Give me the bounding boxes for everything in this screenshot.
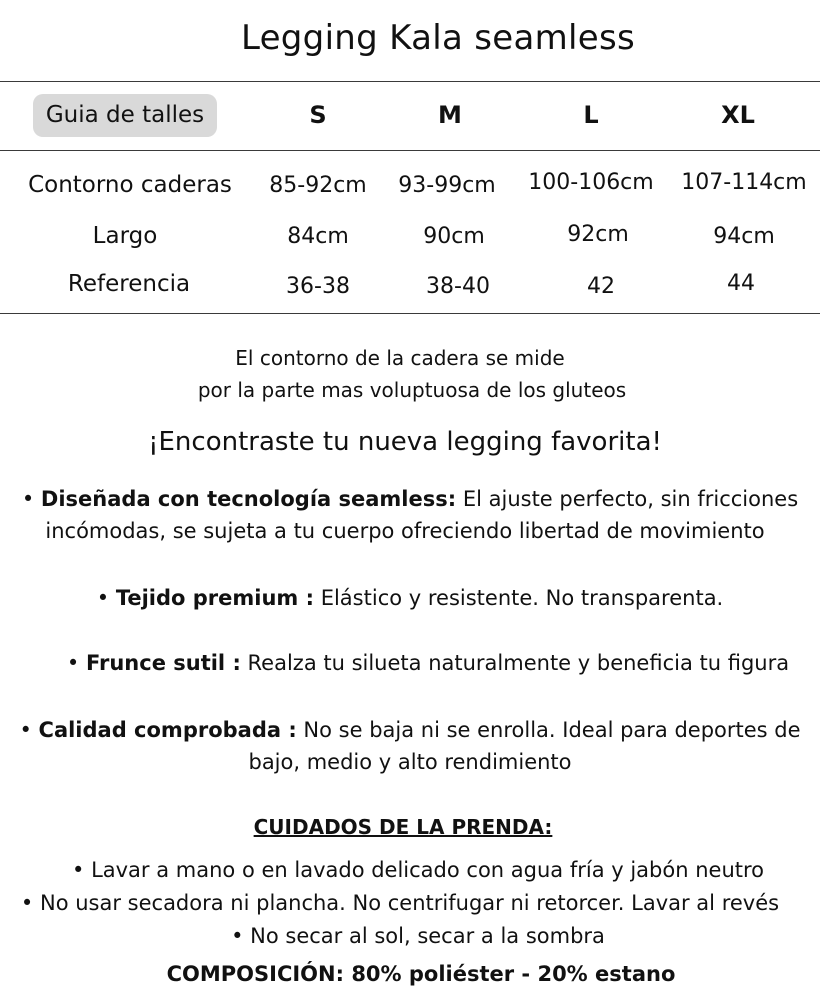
bullet-glyph: • xyxy=(66,651,80,675)
care-item-dryer xyxy=(0,891,810,915)
feature-quality-text: No se baja ni se enrolla. Ideal para deportes de xyxy=(296,718,801,742)
feature-premium-text: Elástico y resistente. No transparenta. xyxy=(314,586,724,610)
bullet-glyph: • xyxy=(71,858,85,882)
feature-premium-title: Tejido premium : xyxy=(115,586,315,610)
size-guide-badge: Guia de talles xyxy=(33,94,217,137)
table-bottom-rule xyxy=(0,313,820,314)
cell-hips-xl: 107-114cm xyxy=(681,170,807,195)
feature-seamless-text: El ajuste perfecto, sin fricciones xyxy=(456,487,799,511)
bullet-glyph: • xyxy=(20,891,34,915)
care-title: CUIDADOS DE LA PRENDA: xyxy=(253,815,553,839)
cell-length-l: 92cm xyxy=(567,222,629,247)
table-top-rule xyxy=(0,81,820,82)
size-header-l: L xyxy=(583,101,599,129)
care-item-sun-text: No secar al sol, secar a la sombra xyxy=(250,924,605,948)
composition: COMPOSICIÓN: 80% poliéster - 20% estano xyxy=(166,962,676,986)
note-line-1: El contorno de la cadera se mide xyxy=(235,346,565,370)
cell-length-xl: 94cm xyxy=(713,224,775,249)
cell-length-s: 84cm xyxy=(287,224,349,249)
feature-frunce xyxy=(18,651,820,675)
size-header-s: S xyxy=(309,101,327,129)
care-item-dryer-text: No usar secadora ni plancha. No centrifugar ni retorcer. Lavar al revés xyxy=(40,891,780,915)
feature-frunce-title: Frunce sutil : xyxy=(85,651,241,675)
table-header-rule xyxy=(0,150,820,151)
feature-quality-text-2: bajo, medio y alto rendimiento xyxy=(248,750,572,774)
cell-ref-l: 42 xyxy=(587,274,615,299)
feature-seamless xyxy=(0,487,820,511)
cell-hips-s: 85-92cm xyxy=(269,173,367,198)
cell-ref-xl: 44 xyxy=(727,271,755,296)
cell-hips-m: 93-99cm xyxy=(398,173,496,198)
feature-frunce-text: Realza tu silueta naturalmente y beneficia tu figura xyxy=(240,651,790,675)
feature-seamless-title: Diseñada con tecnología seamless: xyxy=(40,487,457,511)
note-line-2: por la parte mas voluptuosa de los gluteos xyxy=(197,378,627,402)
headline: ¡Encontraste tu nueva legging favorita! xyxy=(148,427,662,457)
row-label-hips: Contorno caderas xyxy=(28,172,232,198)
page-title: Legging Kala seamless xyxy=(240,18,636,58)
cell-ref-m: 38-40 xyxy=(426,274,490,299)
size-header-xl: XL xyxy=(721,101,755,129)
cell-ref-s: 36-38 xyxy=(286,274,350,299)
feature-seamless-text-2: incómodas, se sujeta a tu cuerpo ofreciendo libertad de movimiento xyxy=(45,519,765,543)
bullet-glyph: • xyxy=(231,924,244,948)
row-label-length: Largo xyxy=(92,223,158,249)
cell-length-m: 90cm xyxy=(423,224,485,249)
bullet-glyph: • xyxy=(96,586,110,610)
feature-quality-title: Calidad comprobada : xyxy=(38,718,297,742)
care-item-wash xyxy=(8,858,820,882)
bullet-glyph: • xyxy=(19,718,32,742)
care-item-sun xyxy=(8,924,820,948)
row-label-reference: Referencia xyxy=(67,271,191,297)
feature-quality xyxy=(0,718,820,742)
feature-premium xyxy=(0,586,820,610)
bullet-glyph: • xyxy=(21,487,35,511)
size-header-m: M xyxy=(438,101,462,129)
cell-hips-l: 100-106cm xyxy=(528,170,654,195)
care-item-wash-text: Lavar a mano o en lavado delicado con agua fría y jabón neutro xyxy=(91,858,765,882)
